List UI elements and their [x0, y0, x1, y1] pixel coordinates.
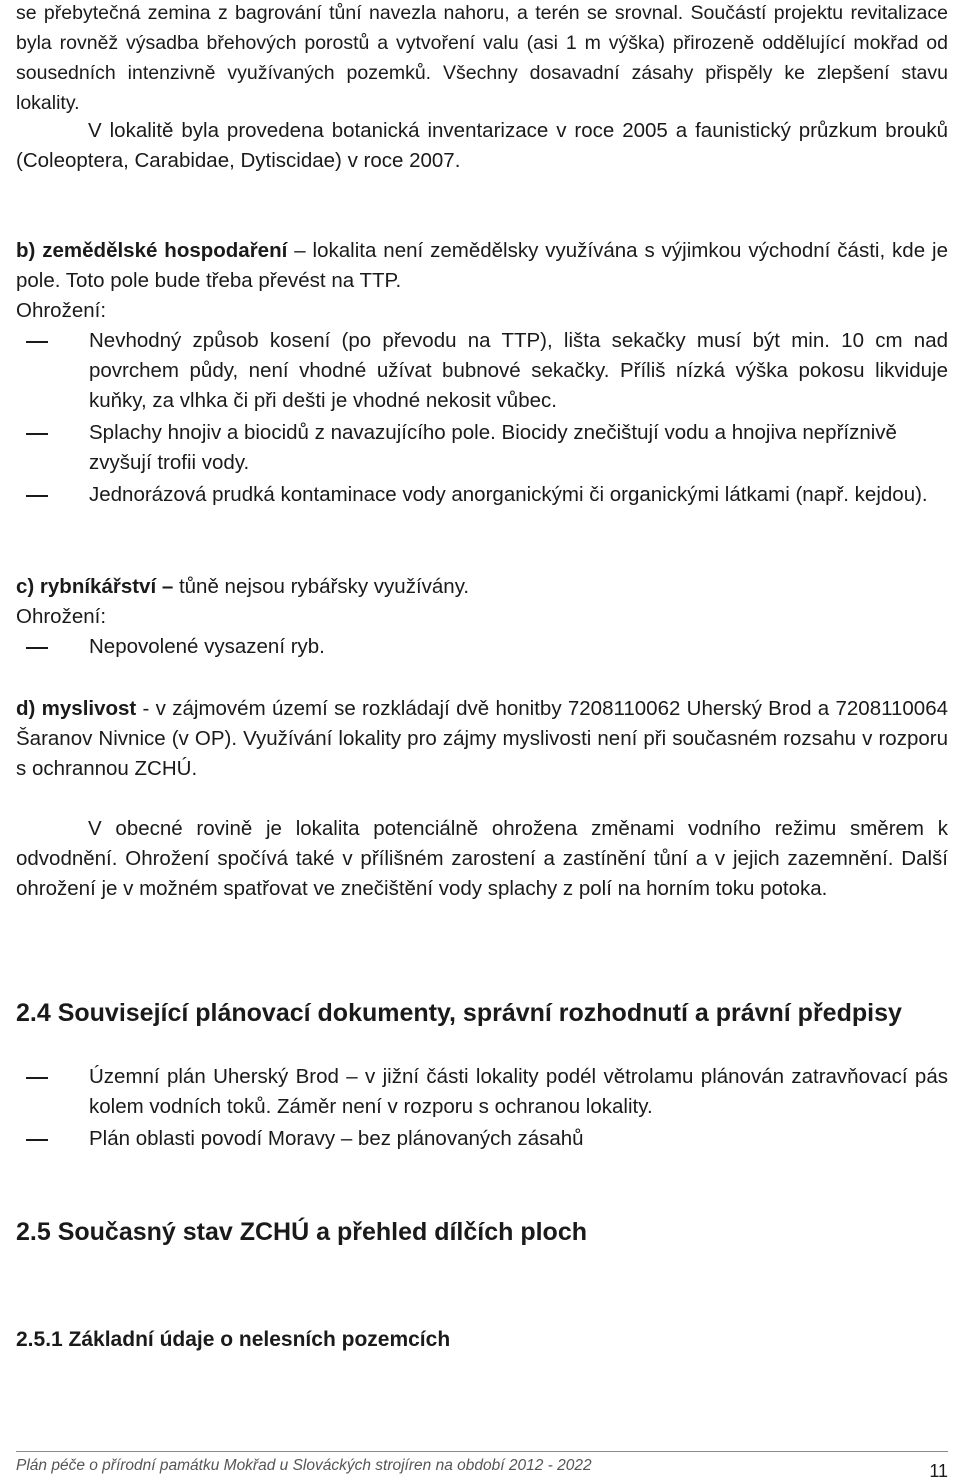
- dash-bullet-icon: [26, 1077, 48, 1079]
- inventory-paragraph: V lokalitě byla provedena botanická inventarizace v roce 2005 a faunistický průzkum brouků (Coleoptera, Carabidae, Dytiscidae) v roce 2007.: [16, 119, 948, 172]
- list-item: [16, 418, 948, 478]
- list-item-text: Jednorázová prudká kontaminace vody anorganickými či organickými látkami (např. kejdou).: [89, 483, 928, 506]
- section-c-text: tůně nejsou rybářsky využívány.: [173, 575, 470, 598]
- list-item: [16, 1124, 948, 1154]
- section-c-paragraph: [16, 572, 948, 602]
- section-b-text: – lokalita není zemědělsky využívána s výjimkou východní části, kde je pole. Toto pole bude třeba převést na TTP.: [16, 239, 948, 292]
- footer-divider: [16, 1451, 948, 1452]
- list-item: [16, 1062, 948, 1122]
- dash-bullet-icon: [26, 433, 48, 435]
- section-heading-2-5-1: 2.5.1 Základní údaje o nelesních pozemcích: [16, 1328, 451, 1351]
- list-item-text: Nevhodný způsob kosení (po převodu na TTP), lišta sekačky musí být min. 10 cm nad povrchem půdy, není vhodné užívat bubnové sekačky. Příliš nízká výška pokosu likviduje kuňky, za vlhka či při dešti je vhodné nekosit vůbec.: [89, 329, 948, 412]
- list-item: [16, 326, 948, 416]
- list-item: [16, 480, 948, 510]
- section-d-text: - v zájmovém území se rozkládají dvě honitby 7208110062 Uherský Brod a 7208110064 Šaranov Nivnice (v OP). Využívání lokality pro zájmy myslivosti není při současném rozsahu v rozporu s ochrannou ZCHÚ.: [16, 697, 948, 780]
- page-number: 11: [929, 1461, 948, 1481]
- section-d-paragraph: [16, 694, 948, 784]
- dash-bullet-icon: [26, 1139, 48, 1141]
- list-item-text: Nepovolené vysazení ryb.: [89, 635, 325, 658]
- footer-title: Plán péče o přírodní památku Mokřad u Slováckých strojíren na období 2012 - 2022: [16, 1457, 592, 1474]
- section-heading-2-4: 2.4 Související plánovací dokumenty, správní rozhodnutí a právní předpisy: [16, 999, 902, 1027]
- list-item-text: Územní plán Uherský Brod – v jižní části lokality podél větrolamu plánován zatravňovací pás kolem vodních toků. Záměr není v rozporu s ochranou lokality.: [89, 1065, 948, 1118]
- section-c-label: c) rybníkářství –: [16, 575, 174, 598]
- dash-bullet-icon: [26, 647, 48, 649]
- list-item: [16, 632, 948, 662]
- section-b-threat-label: Ohrožení:: [16, 299, 107, 322]
- list-item-text: Splachy hnojiv a biocidů z navazujícího pole. Biocidy znečištují vodu a hnojiva nepříznivě zvyšují trofii vody.: [89, 421, 897, 474]
- section-b-label: b) zemědělské hospodaření: [16, 239, 288, 262]
- section-d-label: d) myslivost: [16, 697, 137, 720]
- section-heading-2-5: 2.5 Současný stav ZCHÚ a přehled dílčích ploch: [16, 1218, 587, 1246]
- list-item-text: Plán oblasti povodí Moravy – bez plánovaných zásahů: [89, 1127, 584, 1150]
- dash-bullet-icon: [26, 341, 48, 343]
- dash-bullet-icon: [26, 495, 48, 497]
- section-c-threat-label: Ohrožení:: [16, 605, 107, 628]
- general-threat-paragraph: V obecné rovině je lokalita potenciálně ohrožena změnami vodního režimu směrem k odvodnění. Ohrožení spočívá také v přílišném zarostení a zastínění tůní a v jejich zazemnění. Další ohrožení je v možném spatřovat ve znečištění vody splachy z polí na horním toku potoka.: [16, 817, 948, 900]
- intro-paragraph: se přebytečná zemina z bagrování tůní navezla nahoru, a terén se srovnal. Součástí projektu revitalizace byla rovněž výsadba břehových porostů a vytvoření valu (asi 1 m výška) přirozeně oddělující mokřad od sousedních intenzivně využívaných pozemků. Všechny dosavadní zásahy přispěly ke zlepšení stavu lokality.: [16, 2, 948, 114]
- section-b-paragraph: [16, 236, 948, 296]
